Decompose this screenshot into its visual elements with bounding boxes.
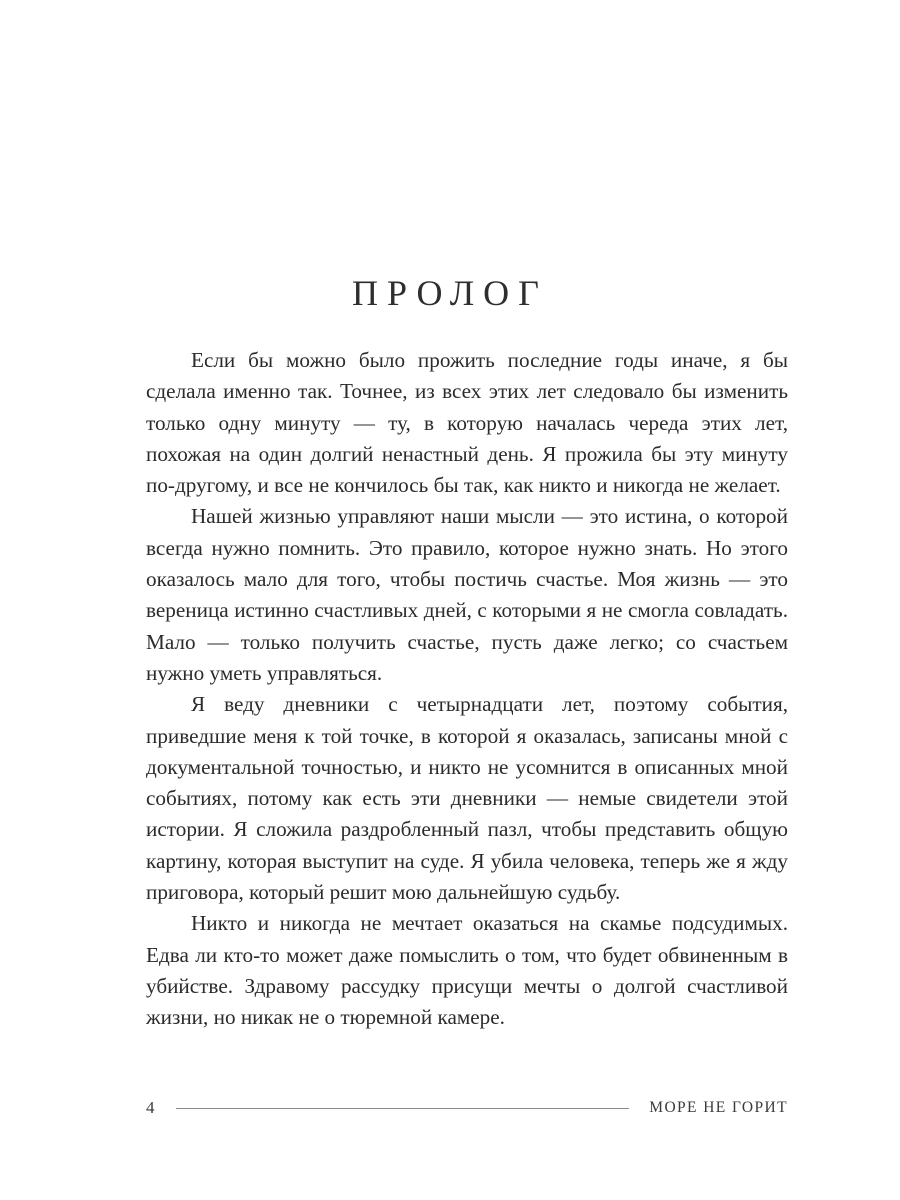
running-head: МОРЕ НЕ ГОРИТ	[649, 1099, 788, 1116]
chapter-title: ПРОЛОГ	[352, 273, 548, 313]
paragraph-4: Никто и никогда не мечтает оказаться на скамье подсудимых. Едва ли кто-то может даже помыслить о том, что будет обвиненным в убийстве. Здравому рассудку присущи мечты о долгой счастливой жизни, но никак не о тюремной камере.	[146, 911, 788, 1030]
paragraph-1: Если бы можно было прожить последние годы иначе, я бы сделала именно так. Точнее, из всех этих лет следовало бы изменить только одну минуту — ту, в которую началась череда этих лет, похожая на один долгий ненастный день. Я прожила бы эту минуту по-другому, и все не кончилось бы так, как никто и никогда не желает.	[146, 348, 788, 498]
paragraph-2: Нашей жизнью управляют наши мысли — это истина, о которой всегда нужно помнить. Это правило, которое нужно знать. Но этого оказалось мало для того, чтобы постичь счастье. Моя жизнь — это вереница истинно счастливых дней, с которыми я не смогла совладать. Мало — только получить счастье, пусть даже легко; со счастьем нужно уметь управляться.	[146, 504, 788, 685]
chapter-body	[146, 345, 788, 1034]
page-footer	[146, 1096, 788, 1120]
footer-rule	[176, 1108, 629, 1109]
paragraph-3: Я веду дневники с четырнадцати лет, поэтому события, приведшие меня к той точке, в которой я оказалась, записаны мной с документальной точностью, и никто не усомнится в описанных мной событиях, потому как есть эти дневники — немые свидетели этой истории. Я сложила раздробленный пазл, чтобы представить общую картину, которая выступит на суде. Я убила человека, теперь же я жду приговора, который решит мою дальнейшую судьбу.	[146, 692, 788, 905]
page-number: 4	[146, 1098, 155, 1117]
